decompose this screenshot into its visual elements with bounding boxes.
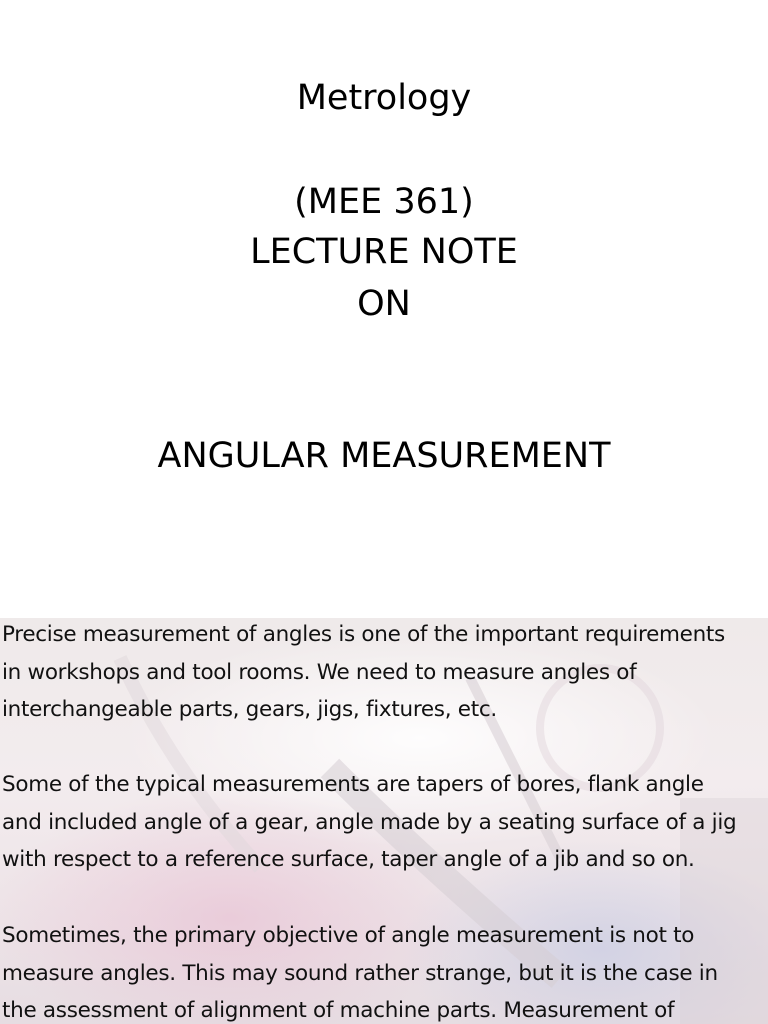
title-metrology: Metrology: [296, 78, 472, 118]
paragraph-objective: [2, 917, 768, 1024]
paragraph-line: Precise measurement of angles is one of the important requirements: [2, 622, 725, 647]
lecture-note-heading: LECTURE NOTE: [250, 232, 518, 272]
paragraph-line: and included angle of a gear, angle made by a seating surface of a jig: [2, 809, 737, 835]
paragraph-line: in workshops and tool rooms. We need to measure angles of: [2, 659, 637, 685]
topic-heading: ANGULAR MEASUREMENT: [157, 436, 611, 476]
content-slide: [0, 618, 768, 1024]
paragraph-intro: [2, 618, 768, 729]
paragraph-line: Some of the typical measurements are tapers of bores, flank angle: [2, 772, 704, 797]
paragraph-line: Sometimes, the primary objective of angle measurement is not to: [2, 923, 695, 948]
paragraph-typical-measurements: [2, 766, 768, 879]
paragraph-line: measure angles. This may sound rather strange, but it is the case in: [2, 960, 718, 986]
paragraph-line: the assessment of alignment of machine parts. Measurement of: [2, 998, 675, 1023]
paragraph-line: with respect to a reference surface, taper angle of a jib and so on.: [2, 847, 695, 872]
on-heading: ON: [357, 284, 411, 324]
course-code: (MEE 361): [294, 182, 474, 222]
paragraph-line: interchangeable parts, gears, jigs, fixtures, etc.: [2, 697, 497, 722]
